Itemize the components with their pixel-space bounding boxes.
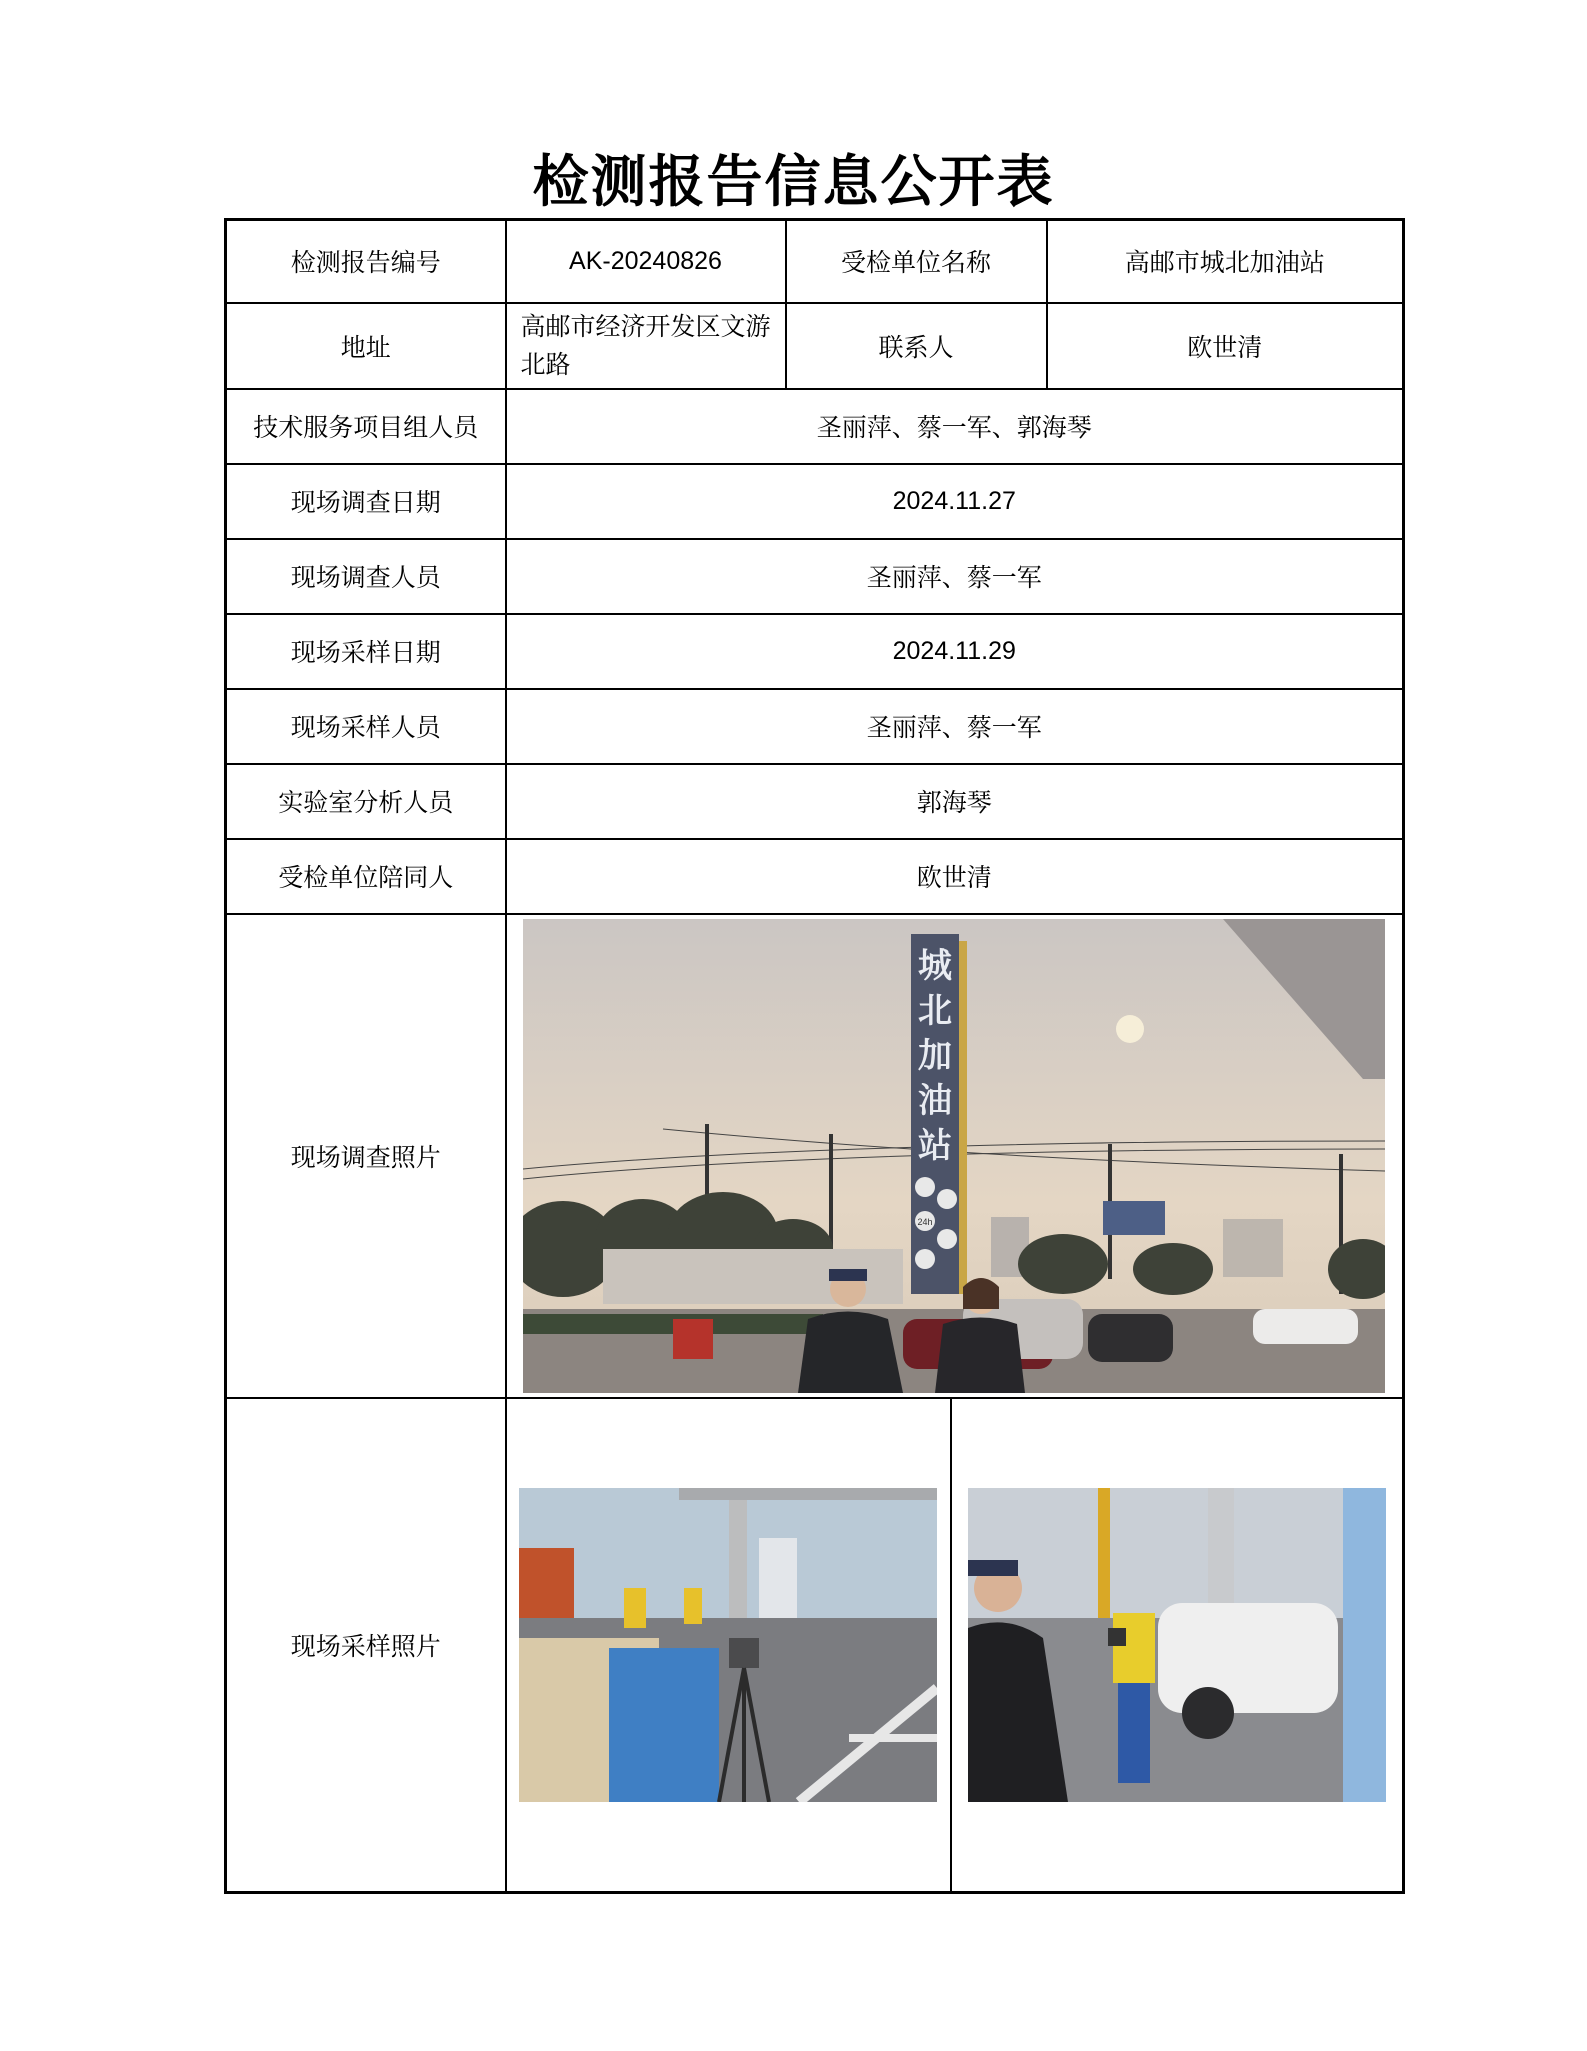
escort-value: 欧世清: [506, 839, 1404, 914]
sampling-staff-value: 圣丽萍、蔡一军: [506, 689, 1404, 764]
sampling-date-value: 2024.11.29: [506, 614, 1404, 689]
survey-photo-cell: [506, 914, 1404, 1398]
team-label: 技术服务项目组人员: [226, 389, 506, 464]
address-value: 高邮市经济开发区文游北路: [506, 303, 786, 389]
white-car: [1253, 1309, 1358, 1344]
sign-char-5: 站: [918, 1125, 953, 1166]
arrow-sign: [673, 1319, 713, 1359]
worker: [1113, 1613, 1155, 1683]
sampling-photo-label: 现场采样照片: [226, 1398, 506, 1893]
sampling-photo-cell-2: [951, 1398, 1404, 1893]
sampling-photo-cell-1: [506, 1398, 951, 1893]
sampling-photo-2: [968, 1488, 1386, 1802]
escort-label: 受检单位陪同人: [226, 839, 506, 914]
white-car: [1158, 1603, 1338, 1713]
survey-date-value: 2024.11.27: [506, 464, 1404, 539]
sign-badge-24h: 24h: [917, 1216, 933, 1227]
report-no-value: AK-20240826: [506, 220, 786, 303]
survey-staff-value: 圣丽萍、蔡一军: [506, 539, 1404, 614]
unit-name-label: 受检单位名称: [786, 220, 1047, 303]
survey-date-label: 现场调查日期: [226, 464, 506, 539]
canopy-pillar: [1098, 1488, 1110, 1618]
page-title: 检测报告信息公开表: [532, 150, 1055, 215]
survey-photo-label: 现场调查照片: [226, 914, 506, 1398]
lab-staff-label: 实验室分析人员: [226, 764, 506, 839]
survey-staff-label: 现场调查人员: [226, 539, 506, 614]
survey-photo: [523, 919, 1385, 1393]
report-table: [224, 218, 1405, 1894]
sign-char-1: 城: [918, 945, 953, 986]
billboard: [1103, 1201, 1165, 1235]
contact-label: 联系人: [786, 303, 1047, 389]
sampler: [729, 1638, 759, 1668]
sun: [1116, 1015, 1144, 1043]
sign-char-3: 加: [918, 1035, 953, 1076]
team-value: 圣丽萍、蔡一军、郭海琴: [506, 389, 1404, 464]
sampling-date-label: 现场采样日期: [226, 614, 506, 689]
worker-2: [684, 1588, 702, 1624]
dark-car: [1088, 1314, 1173, 1362]
fuel-dispenser: [1343, 1488, 1386, 1802]
water-bottles: [609, 1648, 719, 1802]
unit-name-value: 高邮市城北加油站: [1047, 220, 1404, 303]
sign-char-2: 北: [918, 990, 953, 1031]
shop-front: [519, 1548, 574, 1618]
report-no-label: 检测报告编号: [226, 220, 506, 303]
sign-char-4: 油: [918, 1080, 953, 1121]
sampling-staff-label: 现场采样人员: [226, 689, 506, 764]
address-label: 地址: [226, 303, 506, 389]
lab-staff-value: 郭海琴: [506, 764, 1404, 839]
sampling-photo-1: [519, 1488, 937, 1802]
canopy-pillar: [729, 1488, 747, 1618]
worker-1: [624, 1588, 646, 1628]
fuel-pump: [759, 1538, 797, 1628]
sound-meter: [1108, 1628, 1126, 1646]
contact-value: 欧世清: [1047, 303, 1404, 389]
